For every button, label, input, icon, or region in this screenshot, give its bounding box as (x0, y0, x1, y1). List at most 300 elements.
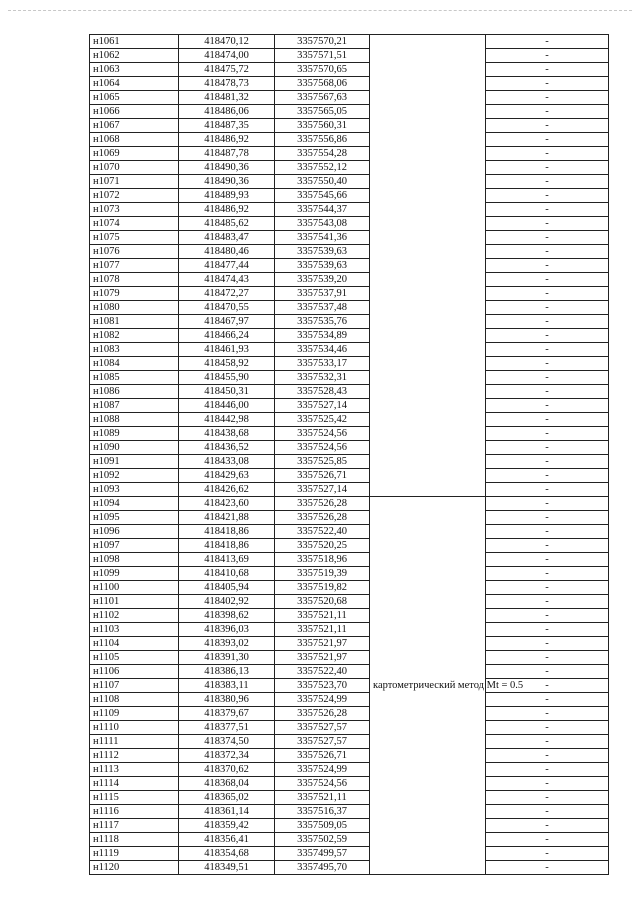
x-coordinate-cell: 418386,13 (179, 665, 275, 679)
note-cell: - (486, 721, 609, 735)
table-row (90, 91, 609, 105)
note-cell: - (486, 567, 609, 581)
note-cell: - (486, 189, 609, 203)
table-row (90, 301, 609, 315)
note-cell: - (486, 77, 609, 91)
table-row (90, 791, 609, 805)
table-row (90, 539, 609, 553)
table-row (90, 567, 609, 581)
note-cell: - (486, 483, 609, 497)
y-coordinate-cell: 3357533,17 (275, 357, 370, 371)
point-name-cell: н1111 (90, 735, 179, 749)
x-coordinate-cell: 418442,98 (179, 413, 275, 427)
x-coordinate-cell: 418423,60 (179, 497, 275, 511)
note-cell: - (486, 217, 609, 231)
table-row (90, 231, 609, 245)
note-cell: - (486, 63, 609, 77)
point-name-cell: н1116 (90, 805, 179, 819)
y-coordinate-cell: 3357521,11 (275, 609, 370, 623)
note-cell: - (486, 273, 609, 287)
x-coordinate-cell: 418461,93 (179, 343, 275, 357)
point-name-cell: н1114 (90, 777, 179, 791)
table-row (90, 805, 609, 819)
y-coordinate-cell: 3357565,05 (275, 105, 370, 119)
y-coordinate-cell: 3357521,97 (275, 637, 370, 651)
x-coordinate-cell: 418380,96 (179, 693, 275, 707)
x-coordinate-cell: 418365,02 (179, 791, 275, 805)
y-coordinate-cell: 3357509,05 (275, 819, 370, 833)
y-coordinate-cell: 3357539,20 (275, 273, 370, 287)
table-row (90, 777, 609, 791)
y-coordinate-cell: 3357535,76 (275, 315, 370, 329)
y-coordinate-cell: 3357541,36 (275, 231, 370, 245)
y-coordinate-cell: 3357520,25 (275, 539, 370, 553)
table-row (90, 721, 609, 735)
note-cell: - (486, 777, 609, 791)
y-coordinate-cell: 3357524,56 (275, 777, 370, 791)
point-name-cell: н1097 (90, 539, 179, 553)
point-name-cell: н1094 (90, 497, 179, 511)
table-row (90, 861, 609, 875)
table-row (90, 413, 609, 427)
point-name-cell: н1070 (90, 161, 179, 175)
y-coordinate-cell: 3357526,28 (275, 707, 370, 721)
x-coordinate-cell: 418486,92 (179, 203, 275, 217)
x-coordinate-cell: 418470,12 (179, 35, 275, 49)
x-coordinate-cell: 418480,46 (179, 245, 275, 259)
x-coordinate-cell: 418486,92 (179, 133, 275, 147)
note-cell: - (486, 679, 609, 693)
x-coordinate-cell: 418426,62 (179, 483, 275, 497)
note-cell: - (486, 749, 609, 763)
note-cell: - (486, 343, 609, 357)
coordinates-table (89, 34, 609, 875)
table-row (90, 77, 609, 91)
x-coordinate-cell: 418402,92 (179, 595, 275, 609)
note-cell: - (486, 161, 609, 175)
x-coordinate-cell: 418474,00 (179, 49, 275, 63)
point-name-cell: н1080 (90, 301, 179, 315)
table-row (90, 119, 609, 133)
table-row (90, 273, 609, 287)
y-coordinate-cell: 3357499,57 (275, 847, 370, 861)
point-name-cell: н1082 (90, 329, 179, 343)
y-coordinate-cell: 3357527,57 (275, 721, 370, 735)
x-coordinate-cell: 418398,62 (179, 609, 275, 623)
point-name-cell: н1113 (90, 763, 179, 777)
point-name-cell: н1063 (90, 63, 179, 77)
y-coordinate-cell: 3357526,71 (275, 469, 370, 483)
note-cell: - (486, 245, 609, 259)
table-row (90, 693, 609, 707)
method-cell: картометрический метод Mt = 0.5 (370, 497, 486, 875)
note-cell: - (486, 441, 609, 455)
note-cell: - (486, 413, 609, 427)
x-coordinate-cell: 418458,92 (179, 357, 275, 371)
note-cell: - (486, 133, 609, 147)
y-coordinate-cell: 3357526,28 (275, 497, 370, 511)
point-name-cell: н1089 (90, 427, 179, 441)
point-name-cell: н1085 (90, 371, 179, 385)
table-row (90, 763, 609, 777)
y-coordinate-cell: 3357521,11 (275, 623, 370, 637)
table-row (90, 133, 609, 147)
table-row (90, 833, 609, 847)
x-coordinate-cell: 418391,30 (179, 651, 275, 665)
point-name-cell: н1112 (90, 749, 179, 763)
y-coordinate-cell: 3357550,40 (275, 175, 370, 189)
x-coordinate-cell: 418413,69 (179, 553, 275, 567)
note-cell: - (486, 175, 609, 189)
table-row (90, 819, 609, 833)
x-coordinate-cell: 418405,94 (179, 581, 275, 595)
y-coordinate-cell: 3357570,65 (275, 63, 370, 77)
note-cell: - (486, 735, 609, 749)
y-coordinate-cell: 3357525,85 (275, 455, 370, 469)
note-cell: - (486, 469, 609, 483)
x-coordinate-cell: 418467,97 (179, 315, 275, 329)
table-row (90, 189, 609, 203)
point-name-cell: н1102 (90, 609, 179, 623)
note-cell: - (486, 203, 609, 217)
x-coordinate-cell: 418486,06 (179, 105, 275, 119)
x-coordinate-cell: 418450,31 (179, 385, 275, 399)
point-name-cell: н1065 (90, 91, 179, 105)
table-row (90, 259, 609, 273)
point-name-cell: н1105 (90, 651, 179, 665)
note-cell: - (486, 665, 609, 679)
point-name-cell: н1103 (90, 623, 179, 637)
point-name-cell: н1119 (90, 847, 179, 861)
note-cell: - (486, 357, 609, 371)
x-coordinate-cell: 418487,78 (179, 147, 275, 161)
y-coordinate-cell: 3357571,51 (275, 49, 370, 63)
table-row (90, 35, 609, 49)
table-row (90, 511, 609, 525)
table-row (90, 665, 609, 679)
table-row (90, 595, 609, 609)
point-name-cell: н1073 (90, 203, 179, 217)
x-coordinate-cell: 418418,86 (179, 539, 275, 553)
y-coordinate-cell: 3357526,28 (275, 511, 370, 525)
method-cell (370, 35, 486, 497)
point-name-cell: н1086 (90, 385, 179, 399)
y-coordinate-cell: 3357570,21 (275, 35, 370, 49)
note-cell: - (486, 553, 609, 567)
point-name-cell: н1083 (90, 343, 179, 357)
x-coordinate-cell: 418349,51 (179, 861, 275, 875)
x-coordinate-cell: 418359,42 (179, 819, 275, 833)
table-row (90, 469, 609, 483)
point-name-cell: н1092 (90, 469, 179, 483)
point-name-cell: н1106 (90, 665, 179, 679)
point-name-cell: н1075 (90, 231, 179, 245)
note-cell: - (486, 847, 609, 861)
table-row (90, 455, 609, 469)
x-coordinate-cell: 418455,90 (179, 371, 275, 385)
point-name-cell: н1079 (90, 287, 179, 301)
point-name-cell: н1095 (90, 511, 179, 525)
note-cell: - (486, 371, 609, 385)
x-coordinate-cell: 418483,47 (179, 231, 275, 245)
note-cell: - (486, 91, 609, 105)
point-name-cell: н1101 (90, 595, 179, 609)
y-coordinate-cell: 3357519,39 (275, 567, 370, 581)
x-coordinate-cell: 418481,32 (179, 91, 275, 105)
note-cell: - (486, 497, 609, 511)
y-coordinate-cell: 3357521,11 (275, 791, 370, 805)
y-coordinate-cell: 3357545,66 (275, 189, 370, 203)
y-coordinate-cell: 3357502,59 (275, 833, 370, 847)
point-name-cell: н1078 (90, 273, 179, 287)
note-cell: - (486, 399, 609, 413)
point-name-cell: н1117 (90, 819, 179, 833)
point-name-cell: н1107 (90, 679, 179, 693)
y-coordinate-cell: 3357526,71 (275, 749, 370, 763)
point-name-cell: н1115 (90, 791, 179, 805)
table-row (90, 707, 609, 721)
note-cell: - (486, 119, 609, 133)
point-name-cell: н1098 (90, 553, 179, 567)
table-row (90, 343, 609, 357)
point-name-cell: н1061 (90, 35, 179, 49)
point-name-cell: н1118 (90, 833, 179, 847)
point-name-cell: н1069 (90, 147, 179, 161)
note-cell: - (486, 35, 609, 49)
table-row (90, 329, 609, 343)
y-coordinate-cell: 3357527,14 (275, 399, 370, 413)
point-name-cell: н1072 (90, 189, 179, 203)
x-coordinate-cell: 418354,68 (179, 847, 275, 861)
table-row (90, 553, 609, 567)
table-row (90, 525, 609, 539)
x-coordinate-cell: 418393,02 (179, 637, 275, 651)
table-row (90, 735, 609, 749)
note-cell: - (486, 651, 609, 665)
y-coordinate-cell: 3357524,99 (275, 763, 370, 777)
table-row (90, 609, 609, 623)
table-row (90, 105, 609, 119)
x-coordinate-cell: 418374,50 (179, 735, 275, 749)
x-coordinate-cell: 418489,93 (179, 189, 275, 203)
point-name-cell: н1109 (90, 707, 179, 721)
x-coordinate-cell: 418475,72 (179, 63, 275, 77)
note-cell: - (486, 581, 609, 595)
y-coordinate-cell: 3357527,14 (275, 483, 370, 497)
x-coordinate-cell: 418478,73 (179, 77, 275, 91)
point-name-cell: н1096 (90, 525, 179, 539)
x-coordinate-cell: 418361,14 (179, 805, 275, 819)
table-row (90, 581, 609, 595)
x-coordinate-cell: 418436,52 (179, 441, 275, 455)
y-coordinate-cell: 3357567,63 (275, 91, 370, 105)
y-coordinate-cell: 3357568,06 (275, 77, 370, 91)
x-coordinate-cell: 418418,86 (179, 525, 275, 539)
y-coordinate-cell: 3357524,56 (275, 427, 370, 441)
table-row (90, 441, 609, 455)
x-coordinate-cell: 418368,04 (179, 777, 275, 791)
point-name-cell: н1067 (90, 119, 179, 133)
table-row (90, 847, 609, 861)
table-row (90, 245, 609, 259)
point-name-cell: н1088 (90, 413, 179, 427)
y-coordinate-cell: 3357525,42 (275, 413, 370, 427)
table-row (90, 287, 609, 301)
y-coordinate-cell: 3357560,31 (275, 119, 370, 133)
note-cell: - (486, 511, 609, 525)
x-coordinate-cell: 418466,24 (179, 329, 275, 343)
note-cell: - (486, 147, 609, 161)
note-cell: - (486, 763, 609, 777)
note-cell: - (486, 707, 609, 721)
y-coordinate-cell: 3357521,97 (275, 651, 370, 665)
table-row (90, 483, 609, 497)
table-row (90, 427, 609, 441)
x-coordinate-cell: 418379,67 (179, 707, 275, 721)
table-row (90, 679, 609, 693)
table-row (90, 623, 609, 637)
y-coordinate-cell: 3357522,40 (275, 525, 370, 539)
table-row (90, 371, 609, 385)
note-cell: - (486, 329, 609, 343)
table-row (90, 63, 609, 77)
x-coordinate-cell: 418383,11 (179, 679, 275, 693)
note-cell: - (486, 315, 609, 329)
coordinates-table-body (90, 35, 609, 875)
point-name-cell: н1081 (90, 315, 179, 329)
point-name-cell: н1120 (90, 861, 179, 875)
y-coordinate-cell: 3357516,37 (275, 805, 370, 819)
note-cell: - (486, 455, 609, 469)
x-coordinate-cell: 418372,34 (179, 749, 275, 763)
x-coordinate-cell: 418474,43 (179, 273, 275, 287)
note-cell: - (486, 427, 609, 441)
x-coordinate-cell: 418377,51 (179, 721, 275, 735)
point-name-cell: н1087 (90, 399, 179, 413)
x-coordinate-cell: 418490,36 (179, 175, 275, 189)
table-row (90, 217, 609, 231)
note-cell: - (486, 819, 609, 833)
note-cell: - (486, 637, 609, 651)
note-cell: - (486, 49, 609, 63)
point-name-cell: н1074 (90, 217, 179, 231)
note-cell: - (486, 609, 609, 623)
point-name-cell: н1093 (90, 483, 179, 497)
y-coordinate-cell: 3357534,89 (275, 329, 370, 343)
note-cell: - (486, 259, 609, 273)
y-coordinate-cell: 3357520,68 (275, 595, 370, 609)
x-coordinate-cell: 418470,55 (179, 301, 275, 315)
y-coordinate-cell: 3357524,99 (275, 693, 370, 707)
point-name-cell: н1108 (90, 693, 179, 707)
y-coordinate-cell: 3357537,48 (275, 301, 370, 315)
note-cell: - (486, 385, 609, 399)
x-coordinate-cell: 418477,44 (179, 259, 275, 273)
y-coordinate-cell: 3357556,86 (275, 133, 370, 147)
note-cell: - (486, 105, 609, 119)
table-row (90, 175, 609, 189)
x-coordinate-cell: 418490,36 (179, 161, 275, 175)
table-row (90, 497, 609, 511)
point-name-cell: н1068 (90, 133, 179, 147)
table-row (90, 161, 609, 175)
note-cell: - (486, 805, 609, 819)
x-coordinate-cell: 418433,08 (179, 455, 275, 469)
point-name-cell: н1099 (90, 567, 179, 581)
point-name-cell: н1064 (90, 77, 179, 91)
x-coordinate-cell: 418487,35 (179, 119, 275, 133)
table-row (90, 637, 609, 651)
y-coordinate-cell: 3357519,82 (275, 581, 370, 595)
y-coordinate-cell: 3357539,63 (275, 259, 370, 273)
y-coordinate-cell: 3357539,63 (275, 245, 370, 259)
y-coordinate-cell: 3357543,08 (275, 217, 370, 231)
table-row (90, 147, 609, 161)
note-cell: - (486, 525, 609, 539)
y-coordinate-cell: 3357534,46 (275, 343, 370, 357)
point-name-cell: н1100 (90, 581, 179, 595)
x-coordinate-cell: 418438,68 (179, 427, 275, 441)
point-name-cell: н1077 (90, 259, 179, 273)
y-coordinate-cell: 3357524,56 (275, 441, 370, 455)
y-coordinate-cell: 3357544,37 (275, 203, 370, 217)
point-name-cell: н1071 (90, 175, 179, 189)
note-cell: - (486, 791, 609, 805)
x-coordinate-cell: 418485,62 (179, 217, 275, 231)
note-cell: - (486, 861, 609, 875)
table-row (90, 749, 609, 763)
table-row (90, 399, 609, 413)
x-coordinate-cell: 418356,41 (179, 833, 275, 847)
x-coordinate-cell: 418370,62 (179, 763, 275, 777)
note-cell: - (486, 539, 609, 553)
y-coordinate-cell: 3357552,12 (275, 161, 370, 175)
point-name-cell: н1084 (90, 357, 179, 371)
point-name-cell: н1090 (90, 441, 179, 455)
point-name-cell: н1110 (90, 721, 179, 735)
table-row (90, 203, 609, 217)
note-cell: - (486, 623, 609, 637)
y-coordinate-cell: 3357523,70 (275, 679, 370, 693)
x-coordinate-cell: 418429,63 (179, 469, 275, 483)
y-coordinate-cell: 3357532,31 (275, 371, 370, 385)
note-cell: - (486, 231, 609, 245)
point-name-cell: н1091 (90, 455, 179, 469)
note-cell: - (486, 301, 609, 315)
x-coordinate-cell: 418410,68 (179, 567, 275, 581)
table-row (90, 49, 609, 63)
table-row (90, 651, 609, 665)
note-cell: - (486, 693, 609, 707)
note-cell: - (486, 287, 609, 301)
x-coordinate-cell: 418396,03 (179, 623, 275, 637)
table-row (90, 385, 609, 399)
x-coordinate-cell: 418446,00 (179, 399, 275, 413)
table-row (90, 315, 609, 329)
point-name-cell: н1076 (90, 245, 179, 259)
y-coordinate-cell: 3357528,43 (275, 385, 370, 399)
y-coordinate-cell: 3357495,70 (275, 861, 370, 875)
y-coordinate-cell: 3357554,28 (275, 147, 370, 161)
x-coordinate-cell: 418472,27 (179, 287, 275, 301)
point-name-cell: н1062 (90, 49, 179, 63)
point-name-cell: н1066 (90, 105, 179, 119)
point-name-cell: н1104 (90, 637, 179, 651)
x-coordinate-cell: 418421,88 (179, 511, 275, 525)
y-coordinate-cell: 3357537,91 (275, 287, 370, 301)
note-cell: - (486, 595, 609, 609)
y-coordinate-cell: 3357522,40 (275, 665, 370, 679)
